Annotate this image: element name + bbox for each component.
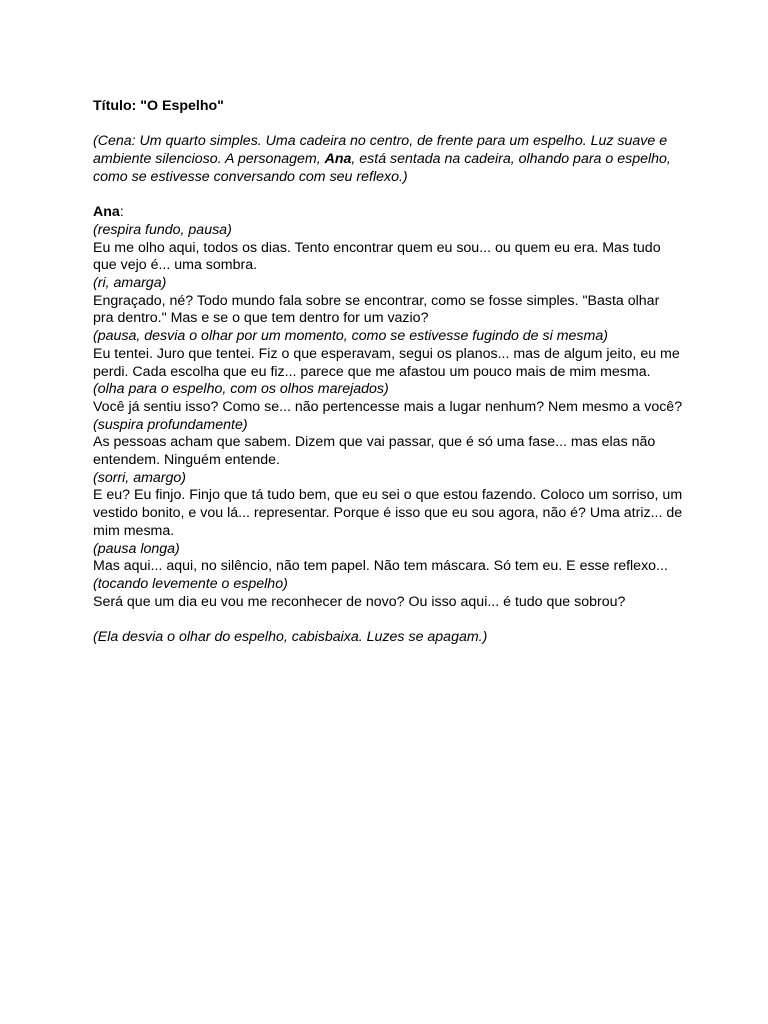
speech-line: Será que um dia eu vou me reconhecer de novo? Ou isso aqui... é tudo que sobrou? <box>93 593 626 610</box>
closing-stage-direction: (Ela desvia o olhar do espelho, cabisbaixa. Luzes se apagam.) <box>93 629 488 646</box>
stage-text-after: , está sentada na cadeira, olhando para o espelho, como se estivesse conversando com seu reflexo.) <box>93 151 671 185</box>
speech-line: As pessoas acham que sabem. Dizem que vai passar, que é só uma fase... mas elas não entendem. Ninguém entende. <box>93 434 656 469</box>
speech-line: Mas aqui... aqui, no silêncio, não tem papel. Não tem máscara. Só tem eu. E esse reflexo... <box>93 558 668 575</box>
speaker-name: Ana <box>93 204 120 221</box>
stage-direction: (ri, amarga) <box>93 275 167 291</box>
stage-direction: (olha para o espelho, com os olhos marejados) <box>93 381 389 398</box>
dialogue-block <box>93 222 683 611</box>
stage-direction: (pausa, desvia o olhar por um momento, como se estivesse fugindo de si mesma) <box>93 328 608 345</box>
stage-direction: (pausa longa) <box>93 540 180 557</box>
speaker-colon: : <box>119 204 124 221</box>
speech-line: E eu? Eu finjo. Finjo que tá tudo bem, que eu sei o que estou fazendo. Coloco um sorriso, um vestido bonito, e vou lá... representar. Porque é isso que eu sou agora, não é? Uma atriz... de mim mesma. <box>93 487 683 539</box>
speech-line: Eu tentei. Juro que tentei. Fiz o que esperavam, segui os planos... mas de algum jeito, eu me perdi. Cada escolha que eu fiz... parece que me afastou um pouco mais de mim mesma. <box>93 345 680 380</box>
speech-line: Eu me olho aqui, todos os dias. Tento encontrar quem eu sou... ou quem eu era. Mas tudo que vejo é... uma sombra. <box>93 239 661 274</box>
stage-direction: (suspira profundamente) <box>93 416 248 433</box>
stage-text-before: (Cena: Um quarto simples. Uma cadeira no centro, de frente para um espelho. Luz suave e ambiente silencioso. A personagem, <box>93 133 668 168</box>
stage-direction: (respira fundo, pausa) <box>93 221 232 238</box>
character-name: Ana <box>324 151 352 168</box>
speaker-line <box>93 204 683 222</box>
document-page <box>93 98 683 647</box>
document-title: Título: "O Espelho" <box>93 98 224 114</box>
stage-direction: (sorri, amargo) <box>93 469 187 486</box>
speech-line: Você já sentiu isso? Como se... não pertencesse mais a lugar nenhum? Nem mesmo a você? <box>93 398 683 415</box>
stage-direction: (tocando levemente o espelho) <box>93 575 288 592</box>
opening-stage-direction <box>93 133 683 186</box>
speech-line: Engraçado, né? Todo mundo fala sobre se encontrar, como se fosse simples. "Basta olhar pra dentro." Mas e se o que tem dentro for um vazio? <box>93 292 660 327</box>
